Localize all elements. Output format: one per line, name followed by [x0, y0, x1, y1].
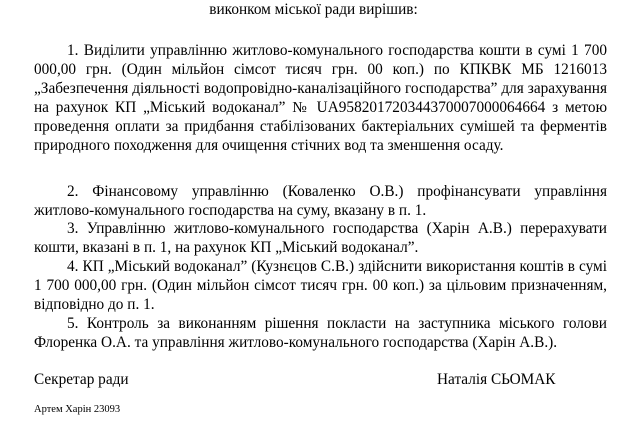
decision-item-3: 3. Управлінню житлово-комунального господарства (Харін А.В.) перерахувати кошти, вказані в п. 1, на рахунок КП „Міський водоканал”. — [34, 220, 607, 256]
decision-item-4: 4. КП „Міський водоканал” (Кузнєцов С.В.) здійснити використання коштів в сумі 1 700 000,00 грн. (Один мільйон сімсот тисяч грн. 00 коп.) за цільовим призначенням, відповідно до п. 1. — [34, 258, 607, 313]
decision-item-5: 5. Контроль за виконанням рішення покласти на заступника міського голови Флоренка О.А. та управління житлово-комунального господарства (Харін А.В.). — [34, 315, 607, 351]
author-note: Артем Харін 23093 — [34, 404, 121, 415]
signatory-position: Секретар ради — [34, 371, 129, 388]
decision-item-1: 1. Виділити управлінню житлово-комунального господарства кошти в сумі 1 700 000,00 грн. (Один мільйон сімсот тисяч грн. 00 коп.) по КПКВК МБ 1216013 „Забезпечення діяльності водопровідно-каналізаційного господарства” для зарахування на рахунок КП „Міський водоканал” № UA958201720344370007000064664 з метою проведення оплати за придбання стабілізованих бактеріальних сумішей та ферментів природного походження для очищення стічних вод та зменшення осаду. — [34, 42, 607, 154]
decision-heading: виконком міської ради вирішив: — [209, 1, 418, 18]
decision-item-2: 2. Фінансовому управлінню (Коваленко О.В.) профінансувати управління житлово-комунального господарства на суму, вказану в п. 1. — [34, 183, 607, 219]
signatory-name: Наталія СЬОМАК — [437, 371, 556, 388]
